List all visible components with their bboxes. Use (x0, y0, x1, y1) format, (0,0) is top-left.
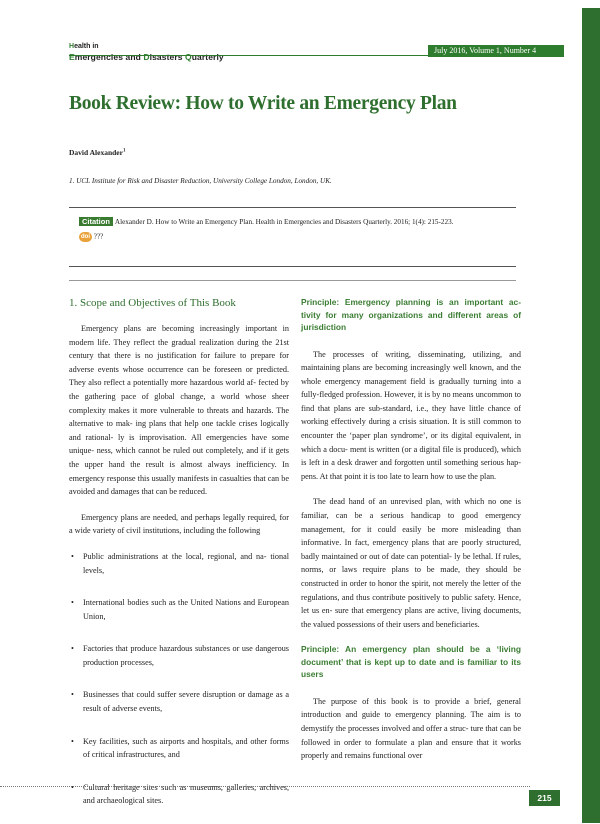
author-name: David Alexander$^1$ (69, 148, 126, 157)
journal-logo (69, 42, 224, 62)
body-paragraph: The processes of writing, disseminating, utilizing, and maintaining plans are becoming increasingly well known, and the whole emergency management field is gradually turning into a fully-fledged profession. However, it is by no means uncommon to find that plans are sub-standard, i.e., they have little chance of working effectively during a crisis situation. It is still common to encounter the ‘paper plan syndrome’, or its digital equivalent, in which a docu- ment is written (or a digital file is produced), which is left in a desk drawer and forgotten until something serious hap- pens. At that point it is too late to learn how to use the plan. (301, 349, 521, 481)
doi-icon: doi (81, 234, 90, 240)
principle-heading: Principle: Emergency planning is an important ac- tivity for many organizations and different areas of jurisdiction (301, 297, 521, 332)
body-paragraph: Emergency plans are needed, and perhaps legally required, for a wide variety of civil institutions, including the following (69, 512, 289, 536)
body-paragraph: The purpose of this book is to provide a brief, general introduction and guide to emergency planning. The aim is to demystify the processes involved and offer a struc- ture that can be followed in order to formulate a plan and ensure that it works properly and remains functional over (301, 696, 521, 761)
institution-list (69, 550, 289, 808)
section-divider (69, 280, 516, 281)
doi-row (79, 232, 103, 242)
article-title: Book Review: How to Write an Emergency Plan (69, 93, 457, 114)
list-item: • Cultural heritage sites such as museums, galleries, archives, and archaeological sites. (69, 781, 289, 808)
citation-box (69, 207, 516, 267)
list-item: • Businesses that could suffer severe disruption or damage as a result of adverse events, (69, 688, 289, 715)
section-heading: 1. Scope and Objectives of This Book (69, 297, 236, 309)
list-item: • Key facilities, such as airports and hospitals, and other forms of critical infrastructures, and (69, 735, 289, 762)
author-affiliation: 1. UCL Institute for Risk and Disaster Reduction, University College London, London, UK. (69, 177, 332, 185)
principle-heading: Principle: An emergency plan should be a ‘living document’ that is kept up to date and is familiar to its users (301, 644, 521, 680)
journal-logo-line1: Health in (69, 43, 99, 50)
side-accent-bar (582, 0, 600, 824)
doi-link[interactable]: ??? (93, 232, 104, 241)
left-column (69, 296, 289, 824)
body-paragraph: The dead hand of an unrevised plan, with which no one is familiar, can be a serious handicap to good emergency management, for it could easily be more misleading than informative. In fact, emergency plans that are poorly structured, badly maintained or out of date can potential- ly be lethal. If rules, norms, or laws require plans to be made, they should be constructed in order to honor the spirit, not merely the letter of the regulations, and thus contribute positively to public safety. Hence, let us en- sure that emergency plans are active, living documents, the valued possessions of their users and beneficiaries. (301, 497, 521, 629)
header-rule (69, 55, 430, 56)
list-item: • Public administrations at the local, regional, and na- tional levels, (69, 550, 289, 577)
list-item: • International bodies such as the United Nations and European Union, (69, 596, 289, 623)
body-paragraph: Emergency plans are becoming increasingly important in modern life. They reflect the gradual realization during the 21st century that there is no justification for failure to prepare for adverse events whose occurrence can be foreseen or predicted. They also reflect a potentially more hazardous world af- fected by the gathering pace of global change, a world whose sheer complexity makes it more vulnerable to threats and hazards. The alternative to mak- ing plans that help one tackle crises logically and rational- ly is improvisation. All emergencies have some unique- ness, which cannot be ruled out completely, and if it gets the upper hand the result is almost always inefficiency. In emergency response this usually manifests in casualties that can be avoided and damages that can be reduced. (69, 324, 289, 497)
citation-text: Alexander D. How to Write an Emergency Plan. Health in Emergencies and Disasters Quarterly. 2016; 1(4): 215-223. (114, 218, 454, 226)
footer-rule (0, 786, 530, 787)
issue-banner: July 2016, Volume 1, Number 4 (428, 45, 564, 57)
page-number: 215 (529, 790, 560, 806)
citation-badge: Citation (79, 217, 113, 226)
list-item: • Factories that produce hazardous substances or use dangerous production processes, (69, 642, 289, 669)
citation-row (79, 217, 453, 226)
journal-logo-line2: Emergencies and Disasters Quarterly (69, 52, 224, 62)
right-column (301, 296, 521, 775)
